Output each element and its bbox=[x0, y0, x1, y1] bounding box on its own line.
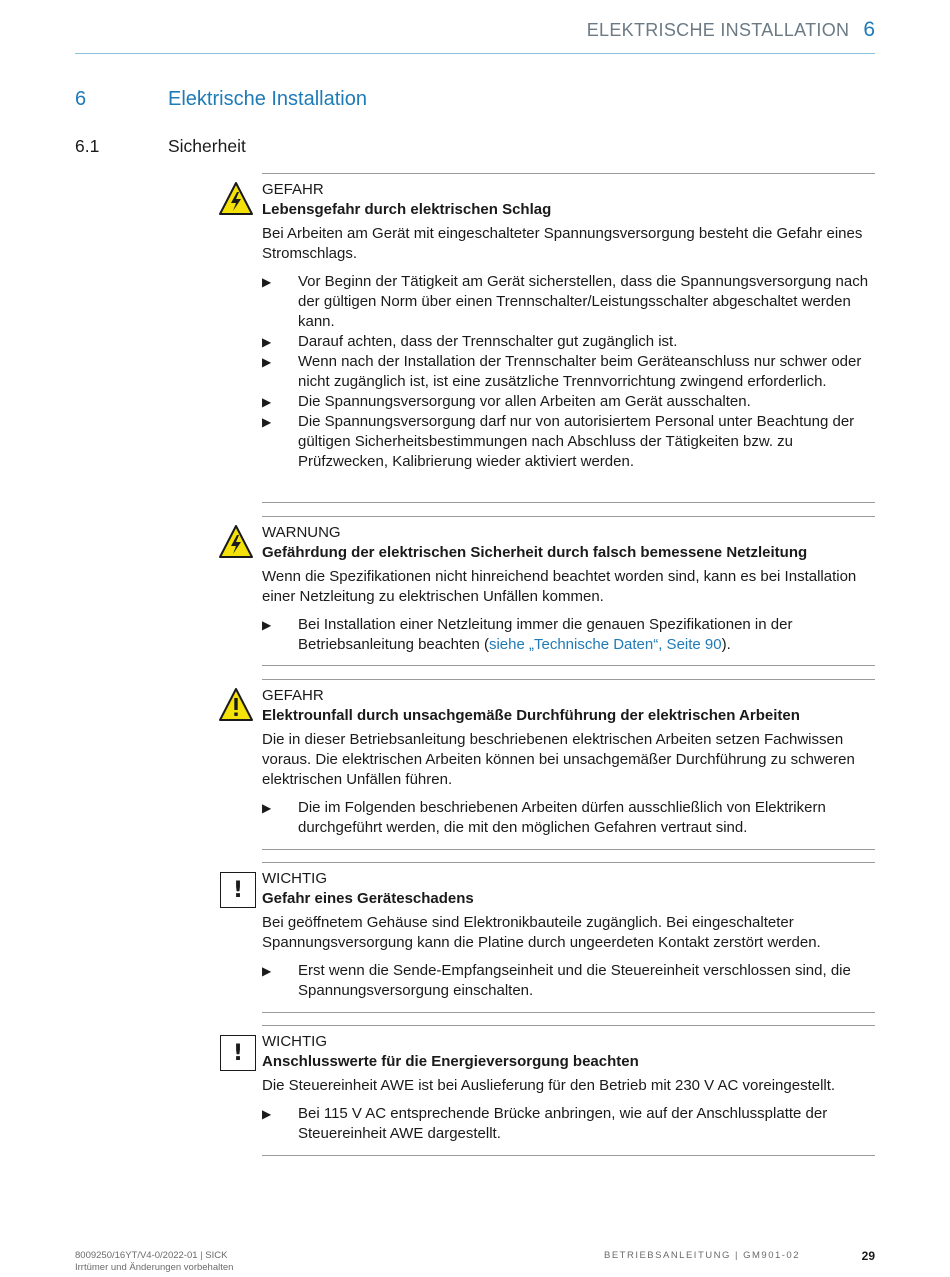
notice-body bbox=[262, 869, 875, 1001]
arrow-bullet-icon: ▶ bbox=[262, 355, 272, 369]
notice-headline: Anschlusswerte für die Energieversorgung beachten bbox=[262, 1053, 639, 1070]
notice-top-rule bbox=[262, 679, 875, 680]
exclamation-box-icon: ! bbox=[220, 1035, 256, 1071]
notice-bottom-rule bbox=[262, 849, 875, 850]
action-steps bbox=[262, 961, 875, 1001]
arrow-bullet-icon: ▶ bbox=[262, 415, 272, 429]
signal-word: WICHTIG bbox=[262, 1033, 327, 1050]
running-header-chapter: 6 bbox=[863, 18, 875, 41]
action-step: ▶ Die Spannungsversorgung vor allen Arbeiten am Gerät ausschalten. bbox=[262, 393, 751, 410]
notice-body bbox=[262, 686, 875, 838]
notice-important-device-damage bbox=[218, 862, 875, 1013]
notice-headline: Elektrounfall durch unsachgemäße Durchführung der elektrischen Arbeiten bbox=[262, 707, 800, 724]
subsection-title: Sicherheit bbox=[168, 136, 246, 156]
arrow-bullet-icon: ▶ bbox=[262, 275, 272, 289]
notice-bottom-rule bbox=[262, 665, 875, 666]
notice-bottom-rule bbox=[262, 1155, 875, 1156]
section-number: 6 bbox=[75, 88, 87, 110]
action-step: ▶ Darauf achten, dass der Trennschalter gut zugänglich ist. bbox=[262, 333, 678, 350]
subsection-heading bbox=[75, 136, 875, 157]
arrow-bullet-icon: ▶ bbox=[262, 335, 272, 349]
subsection-number: 6.1 bbox=[75, 136, 100, 156]
action-step: ▶ Die Spannungsversorgung darf nur von autorisiertem Personal unter Beachtung der gültigen Sicherheitsbestimmungen nach Abschluss der Tätigkeiten bzw. zu Prüfzwecken, Kalibrierung wieder aktiviert werden. bbox=[262, 413, 855, 470]
signal-word: WICHTIG bbox=[262, 870, 327, 887]
arrow-bullet-icon: ▶ bbox=[262, 618, 272, 632]
notice-bottom-rule bbox=[262, 502, 875, 503]
action-steps bbox=[262, 272, 875, 472]
footer-doc-id: 8009250/16YT/V4-0/2022-01 | SICK bbox=[75, 1250, 228, 1261]
notice-headline: Gefährdung der elektrischen Sicherheit durch falsch bemessene Netzleitung bbox=[262, 544, 808, 561]
electric-hazard-icon bbox=[218, 524, 254, 560]
arrow-bullet-icon: ▶ bbox=[262, 1107, 272, 1121]
running-header-title: ELEKTRISCHE INSTALLATION bbox=[586, 20, 850, 40]
notice-headline: Gefahr eines Geräteschadens bbox=[262, 890, 474, 907]
action-step: ▶ Vor Beginn der Tätigkeit am Gerät sicherstellen, dass die Spannungsversorgung nach der gültigen Norm über einen Trennschalter/Leistungsschalter abgeschaltet werden kann. bbox=[262, 273, 869, 330]
notice-danger-electrical-work bbox=[218, 679, 875, 850]
notice-body bbox=[262, 523, 875, 655]
notice-bottom-rule bbox=[262, 1012, 875, 1013]
notice-description: Bei Arbeiten am Gerät mit eingeschalteter Spannungsversorgung besteht die Gefahr eines Stromschlags. bbox=[262, 225, 863, 262]
notice-top-rule bbox=[262, 173, 875, 174]
notice-headline: Lebensgefahr durch elektrischen Schlag bbox=[262, 201, 552, 218]
arrow-bullet-icon: ▶ bbox=[262, 395, 272, 409]
signal-word: GEFAHR bbox=[262, 687, 324, 704]
action-step: ▶ Bei Installation einer Netzleitung immer die genauen Spezifikationen in der Betriebsanleitung beachten (siehe „Technische Daten“, Seite 90). bbox=[262, 616, 793, 653]
general-warning-icon bbox=[218, 687, 254, 723]
exclamation-box-icon: ! bbox=[220, 872, 256, 908]
notice-description: Wenn die Spezifikationen nicht hinreichend beachtet worden sind, kann es bei Installation einer Netzleitung zu elektrischen Unfällen kommen. bbox=[262, 568, 857, 605]
header-divider bbox=[75, 53, 875, 54]
notice-danger-electric-shock bbox=[218, 173, 875, 503]
action-step: ▶ Wenn nach der Installation der Trennschalter beim Geräteanschluss nur schwer oder nicht zugänglich ist, ist eine zusätzliche Trennvorrichtung zwingend erforderlich. bbox=[262, 353, 862, 390]
notice-body bbox=[262, 1032, 875, 1144]
section-heading bbox=[75, 88, 875, 111]
notice-body bbox=[262, 180, 875, 472]
footer-disclaimer: Irrtümer und Änderungen vorbehalten bbox=[75, 1262, 234, 1273]
notice-important-power-rating bbox=[218, 1025, 875, 1156]
action-steps bbox=[262, 798, 875, 838]
notice-description: Die Steuereinheit AWE ist bei Auslieferung für den Betrieb mit 230 V AC voreingestellt. bbox=[262, 1077, 836, 1094]
signal-word: WARNUNG bbox=[262, 524, 341, 541]
notice-top-rule bbox=[262, 1025, 875, 1026]
notice-description: Die in dieser Betriebsanleitung beschriebenen elektrischen Arbeiten setzen Fachwissen voraus. Die elektrischen Arbeiten können bei unsachgemäßer Durchführung zu schweren elektrischen Unfällen führen. bbox=[262, 731, 855, 788]
page-number: 29 bbox=[861, 1249, 875, 1263]
action-step: ▶ Die im Folgenden beschriebenen Arbeiten dürfen ausschließlich von Elektrikern durchgeführt werden, die mit den möglichen Gefahren vertraut sind. bbox=[262, 799, 826, 836]
arrow-bullet-icon: ▶ bbox=[262, 801, 272, 815]
notice-top-rule bbox=[262, 862, 875, 863]
notice-warning-mains-cable bbox=[218, 516, 875, 666]
signal-word: GEFAHR bbox=[262, 181, 324, 198]
notice-top-rule bbox=[262, 516, 875, 517]
action-steps bbox=[262, 615, 875, 655]
technical-data-link[interactable]: siehe „Technische Daten“, Seite 90 bbox=[488, 636, 722, 653]
arrow-bullet-icon: ▶ bbox=[262, 964, 272, 978]
footer-manual-name: BETRIEBSANLEITUNG | GM901-02 bbox=[604, 1250, 800, 1261]
action-steps bbox=[262, 1104, 875, 1144]
action-step: ▶ Bei 115 V AC entsprechende Brücke anbringen, wie auf der Anschlussplatte der Steuereinheit AWE dargestellt. bbox=[262, 1105, 828, 1142]
footer-doc-info bbox=[75, 1250, 233, 1274]
electric-hazard-icon bbox=[218, 181, 254, 217]
section-title: Elektrische Installation bbox=[168, 88, 367, 110]
action-step: ▶ Erst wenn die Sende-Empfangseinheit und die Steuereinheit verschlossen sind, die Spannungsversorgung einschalten. bbox=[262, 962, 851, 999]
notice-description: Bei geöffnetem Gehäuse sind Elektronikbauteile zugänglich. Bei eingeschalteter Spannungsversorgung kann die Platine durch ungeerdeten Kontakt zerstört werden. bbox=[262, 914, 821, 951]
running-header bbox=[75, 18, 875, 48]
